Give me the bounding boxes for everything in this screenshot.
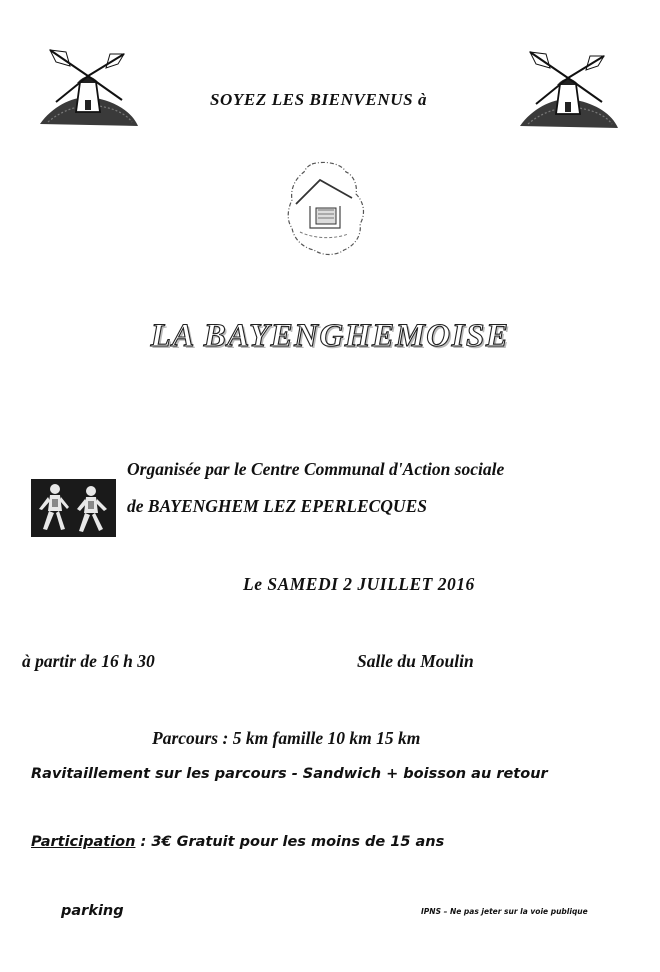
windmill-right-icon [516, 44, 622, 134]
event-title: LA BAYENGHEMOISE [150, 318, 510, 354]
windmill-left-icon [36, 42, 142, 132]
organizer-line-2: de BAYENGHEM LEZ EPERLECQUES [127, 496, 427, 516]
event-place: Salle du Moulin [357, 651, 474, 671]
organizer-line-1: Organisée par le Centre Communal d'Action sociale [127, 459, 505, 479]
ipns-notice: IPNS – Ne pas jeter sur la voie publique [421, 907, 588, 916]
village-map-icon [282, 158, 370, 258]
walkers-image [31, 479, 116, 537]
welcome-text: SOYEZ LES BIENVENUS à [210, 90, 428, 109]
event-supply: Ravitaillement sur les parcours - Sandwich + boisson au retour [31, 766, 548, 782]
event-time: à partir de 16 h 30 [22, 651, 155, 671]
participation-details: : 3€ Gratuit pour les moins de 15 ans [135, 834, 445, 850]
participation-label: Participation [31, 834, 136, 850]
participation-line [31, 834, 444, 850]
event-date: Le SAMEDI 2 JUILLET 2016 [243, 574, 475, 594]
parking-text: parking [61, 903, 124, 919]
event-routes: Parcours : 5 km famille 10 km 15 km [152, 728, 421, 748]
